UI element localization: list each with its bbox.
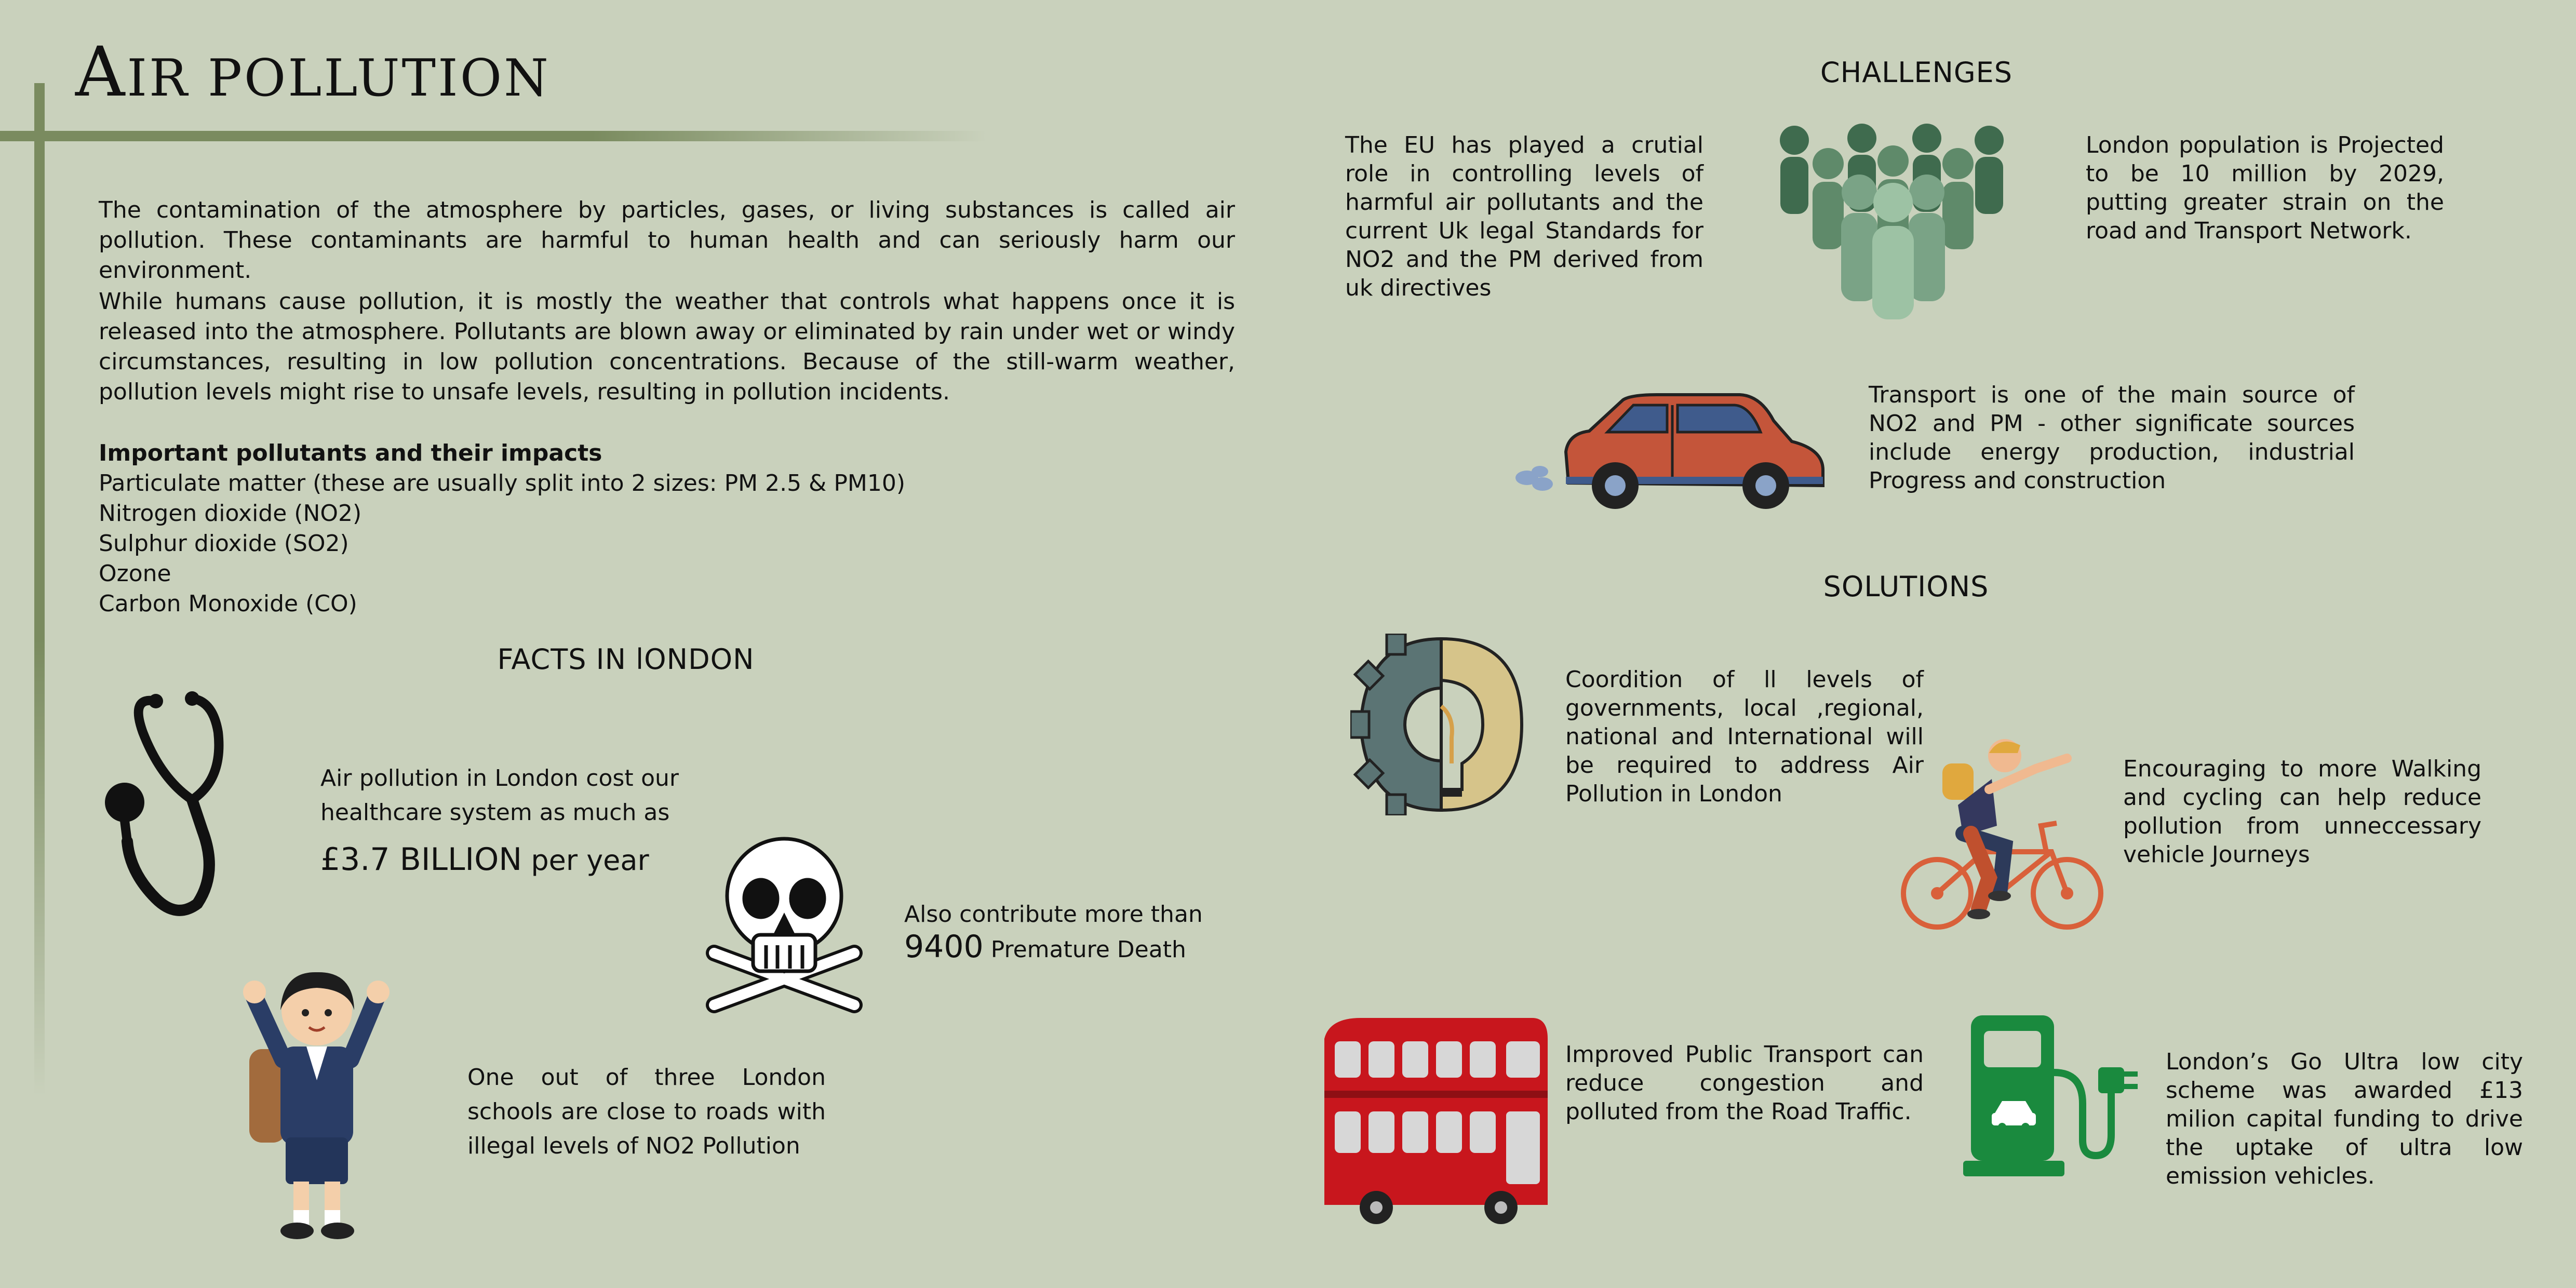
challenges-heading: CHALLENGES (1820, 56, 2013, 89)
facts-heading: FACTS IN lONDON (497, 643, 755, 676)
solutions-heading: SOLUTIONS (1823, 570, 1989, 603)
intro-paragraph-1: The contamination of the atmosphere by particles, gases, or living substances is called air pollution. These contaminants are harmful to human health and can seriously harm our environment. (99, 197, 1235, 284)
pollutant-item: Carbon Monoxide (CO) (99, 591, 357, 617)
healthcare-cost-amount: £3.7 BILLION (320, 841, 522, 878)
cyclist-icon (1901, 737, 2109, 940)
premature-death-text: Also contribute more than (904, 901, 1203, 928)
population-text: London population is Projected to be 10 million by 2029, putting greater strain on the road and Transport Network. (2086, 132, 2444, 244)
car-icon (1511, 384, 1828, 514)
healthcare-cost-text: Air pollution in London cost our healthcare system as much as (320, 765, 679, 826)
healthcare-cost-suffix: per year (522, 844, 649, 877)
ultra-low-text: London’s Go Ultra low city scheme was awarded £13 milion capital funding to drive the uptake of ultra low emission vehicles. (2166, 1049, 2523, 1189)
premature-death-figure (904, 929, 1186, 965)
transport-source-text: Transport is one of the main source of NO2 and PM - other significate sources include energy production, industrial Progress and construction (1869, 382, 2355, 494)
pollutants-section (99, 438, 1241, 619)
title-underline-bar (0, 131, 987, 141)
page-title: AIR POLLUTION (75, 32, 551, 112)
public-transport-text: Improved Public Transport can reduce congestion and polluted from the Road Traffic. (1565, 1041, 1924, 1125)
ev-charger-icon (1963, 1010, 2145, 1192)
crowd-icon (1771, 119, 2015, 322)
pollutant-item: Sulphur dioxide (SO2) (99, 530, 349, 557)
pollutant-item: Particulate matter (these are usually split into 2 sizes: PM 2.5 & PM10) (99, 470, 905, 497)
stethoscope-icon (99, 675, 275, 919)
pollutants-heading: Important pollutants and their impacts (99, 440, 602, 466)
schools-fact-text: One out of three London schools are close to roads with illegal levels of NO2 Pollution (467, 1064, 826, 1159)
premature-death-number: 9400 (904, 929, 984, 965)
pollutant-item: Ozone (99, 560, 171, 587)
coordination-text: Coordition of ll levels of governments, local ,regional, national and International will be required to address Air Pollution in London (1565, 666, 1924, 807)
intro-paragraph-2: While humans cause pollution, it is mostly the weather that controls what happens once it is released into the atmosphere. Pollutants are blown away or eliminated by rain under wet or windy circumstances, resulting in low pollution concentrations. Because of the still-warm weather, pollution levels might rise to unsafe levels, resulting in pollution incidents. (99, 288, 1235, 405)
double-decker-bus-icon (1319, 1013, 1553, 1226)
premature-death-suffix: Premature Death (983, 936, 1186, 963)
skull-crossbones-icon (688, 834, 880, 1026)
eu-role-text: The EU has played a crutial role in controlling levels of harmful air pollutants and the current Uk legal Standards for NO2 and the PM derived from uk directives (1345, 132, 1703, 301)
left-accent-bar (34, 83, 45, 1096)
schoolboy-illustration (234, 961, 400, 1252)
healthcare-cost-figure (320, 841, 649, 878)
pollutant-item: Nitrogen dioxide (NO2) (99, 500, 362, 527)
gear-lightbulb-icon (1350, 634, 1527, 815)
walking-cycling-text: Encouraging to more Walking and cycling can help reduce pollution from unneccessary vehicle Journeys (2123, 756, 2481, 868)
